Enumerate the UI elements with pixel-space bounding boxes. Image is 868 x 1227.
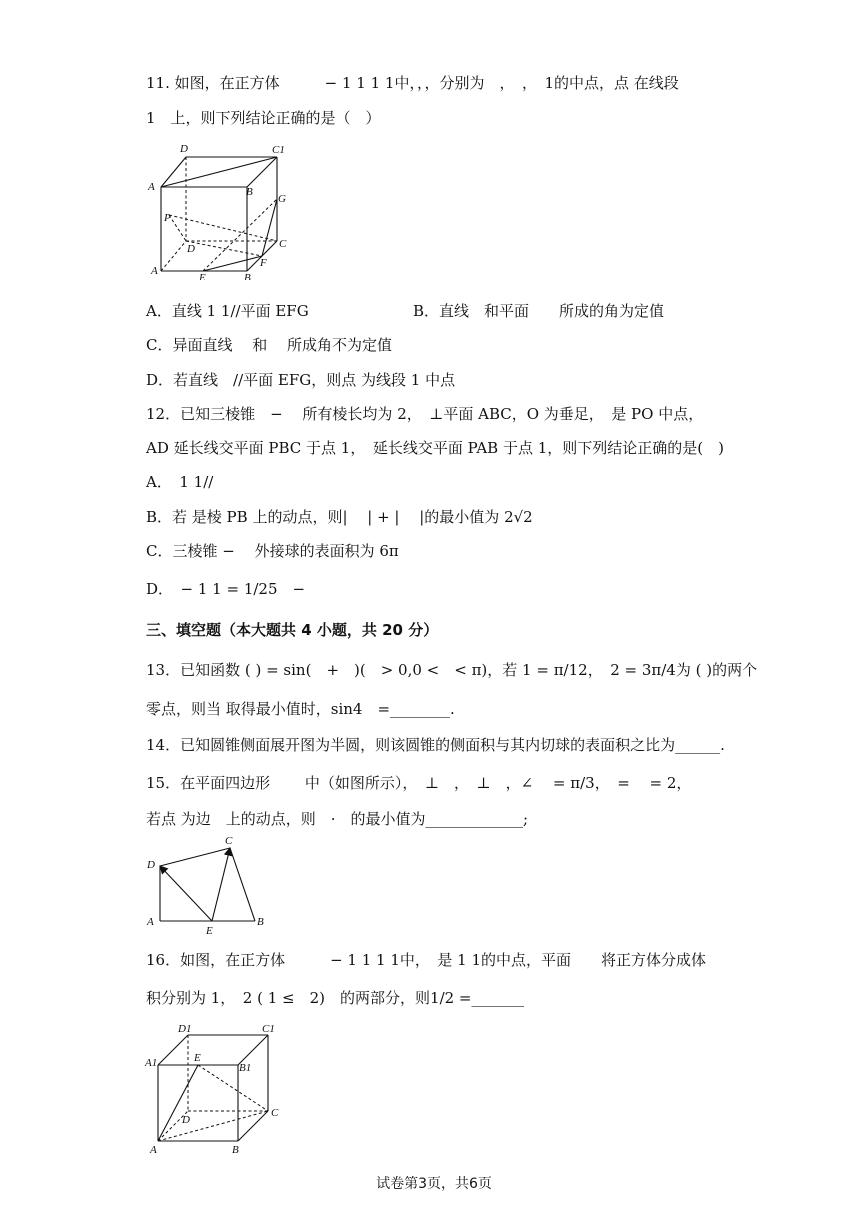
question-15-line-1: 15．在平面四边形 中（如图所示）， ⊥ ， ⊥ ，∠ = π/3， = = 2， (146, 774, 692, 792)
fig3-label-b: B (232, 1144, 239, 1156)
question-12-line-1: 12．已知三棱锥 − 所有棱长均为 2， ⊥平面 ABC，O 为垂足， 是 PO 中点， (146, 405, 704, 423)
fig1-label-d: D (187, 243, 195, 255)
quadrilateral-figure-q15 (144, 830, 274, 936)
option-12c: C．三棱锥 − 外接球的表面积为 6π (146, 542, 399, 560)
fig2-label-b: B (257, 916, 264, 928)
fig1-label-p: P (164, 212, 171, 224)
fig1-label-d1: D (180, 143, 188, 155)
fig3-label-a1: A1 (145, 1057, 158, 1069)
question-12-line-2: AD 延长线交平面 PBC 于点 1， 延长线交平面 PAB 于点 1，则下列结论正确的是( ) (146, 439, 724, 457)
question-14: 14．已知圆锥侧面展开图为半圆，则该圆锥的侧面积与其内切球的表面积之比为______. (146, 736, 725, 754)
page-footer: 试卷第3页，共6页 (376, 1176, 492, 1192)
fig1-label-b: B (244, 272, 251, 280)
fig3-label-c1: C1 (262, 1023, 275, 1035)
fig2-label-e: E (206, 925, 213, 936)
question-13-line-2: 零点，则当 取得最小值时，sin4 =________. (146, 700, 455, 718)
question-13-line-1: 13．已知函数 ( ) = sin( + )( > 0,0 < < π)，若 1 = π/12， 2 = 3π/4为 ( )的两个 (146, 661, 758, 679)
question-16-line-1: 16．如图，在正方体 − 1 1 1 1中， 是 1 1的中点，平面 将正方体分成体 (146, 951, 707, 969)
fig3-label-d: D (182, 1114, 190, 1126)
question-11-line-1: 11. 如图，在正方体 − 1 1 1 1中，，，分别为 ， ， 1的中点，点 在线段 (146, 74, 679, 92)
fig3-label-d1: D1 (178, 1023, 192, 1035)
fig1-label-e: E (199, 272, 206, 280)
fig1-label-c1: C1 (272, 144, 285, 156)
fig1-label-c: C (279, 238, 287, 250)
fig1-label-a: A (151, 265, 158, 277)
fig3-label-a: A (150, 1144, 157, 1156)
option-11d: D．若直线 //平面 EFG，则点 为线段 1 中点 (146, 371, 456, 389)
question-16-line-2: 积分别为 1， 2 ( 1 ≤ 2) 的两部分，则1/2 =_______ (146, 989, 524, 1007)
cube-figure-q11 (146, 142, 296, 280)
fig3-label-b1: B1 (239, 1062, 252, 1074)
fig1-label-f: F (260, 257, 267, 269)
option-11a: A．直线 1 1//平面 EFG (146, 302, 309, 320)
fig3-label-e: E (194, 1052, 201, 1064)
option-12b: B．若 是棱 PB 上的动点，则| | + | |的最小值为 2√2 (146, 508, 533, 526)
fig2-label-a: A (147, 916, 154, 928)
fig2-label-d: D (147, 859, 155, 871)
option-12d: D． − 1 1 = 1/25 − (146, 580, 306, 598)
option-12a: A． 1 1// (146, 473, 214, 491)
option-11c: C．异面直线 和 所成角不为定值 (146, 336, 393, 354)
fig2-label-c: C (225, 835, 233, 847)
cube-figure-q16 (144, 1020, 284, 1158)
option-11b: B．直线 和平面 所成的角为定值 (413, 302, 665, 320)
question-15-line-2: 若点 为边 上的动点，则 · 的最小值为_____________; (146, 810, 529, 828)
fig1-label-b1: B (246, 186, 253, 198)
fig1-label-g: G (278, 193, 286, 205)
fig1-label-a1: A (148, 181, 155, 193)
section-heading-fill-in: 三、填空题（本大题共 4 小题，共 20 分） (146, 621, 439, 639)
fig3-label-c: C (271, 1107, 279, 1119)
question-11-line-2: 1 上，则下列结论正确的是（ ） (146, 109, 381, 127)
